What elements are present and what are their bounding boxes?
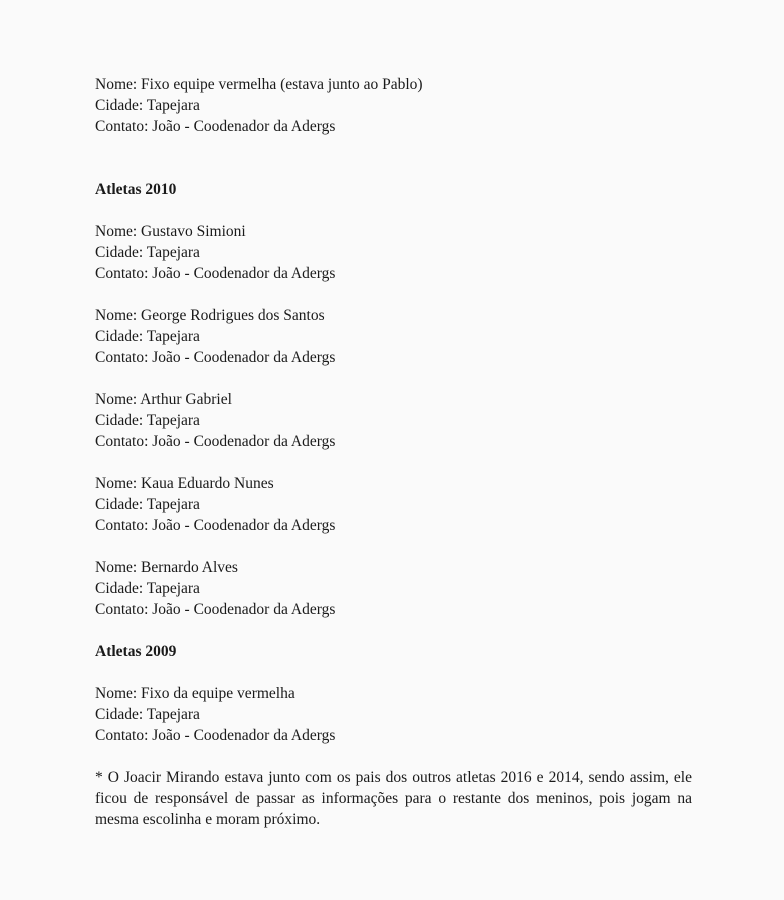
footnote: * O Joacir Mirando estava junto com os pais dos outros atletas 2016 e 2014, sendo assim, ele ficou de responsável de passar as informações para o restante dos meninos, pois jogam na mesma escolinha e moram próximo. [95,769,692,828]
entry-nome: Nome: Kaua Eduardo Nunes [95,475,274,492]
entry-cidade: Cidade: Tapejara [95,412,200,429]
athlete-entry [95,221,692,284]
athlete-entry [95,305,692,368]
entry-nome: Nome: Bernardo Alves [95,559,238,576]
entry-cidade: Cidade: Tapejara [95,496,200,513]
entry-cidade: Cidade: Tapejara [95,328,200,345]
entry-contato: Contato: João - Coodenador da Adergs [95,433,336,450]
entry-contato: Contato: João - Coodenador da Adergs [95,727,336,744]
entry-nome: Nome: Gustavo Simioni [95,223,246,240]
top-entry [95,74,692,137]
entry-cidade: Cidade: Tapejara [95,244,200,261]
athlete-entry [95,683,692,746]
entry-nome: Nome: Fixo da equipe vermelha [95,685,295,702]
entry-nome: Nome: George Rodrigues dos Santos [95,307,325,324]
entry-nome: Nome: Fixo equipe vermelha (estava junto ao Pablo) [95,76,423,93]
entry-cidade: Cidade: Tapejara [95,580,200,597]
athlete-entry [95,557,692,620]
athlete-entry [95,389,692,452]
entry-cidade: Cidade: Tapejara [95,97,200,114]
entry-contato: Contato: João - Coodenador da Adergs [95,349,336,366]
entry-cidade: Cidade: Tapejara [95,706,200,723]
entry-contato: Contato: João - Coodenador da Adergs [95,118,336,135]
entry-contato: Contato: João - Coodenador da Adergs [95,517,336,534]
entry-nome: Nome: Arthur Gabriel [95,391,232,408]
entry-contato: Contato: João - Coodenador da Adergs [95,265,336,282]
section-heading-2009: Atletas 2009 [95,643,177,660]
athlete-entry [95,473,692,536]
entry-contato: Contato: João - Coodenador da Adergs [95,601,336,618]
section-heading-2010: Atletas 2010 [95,181,177,198]
